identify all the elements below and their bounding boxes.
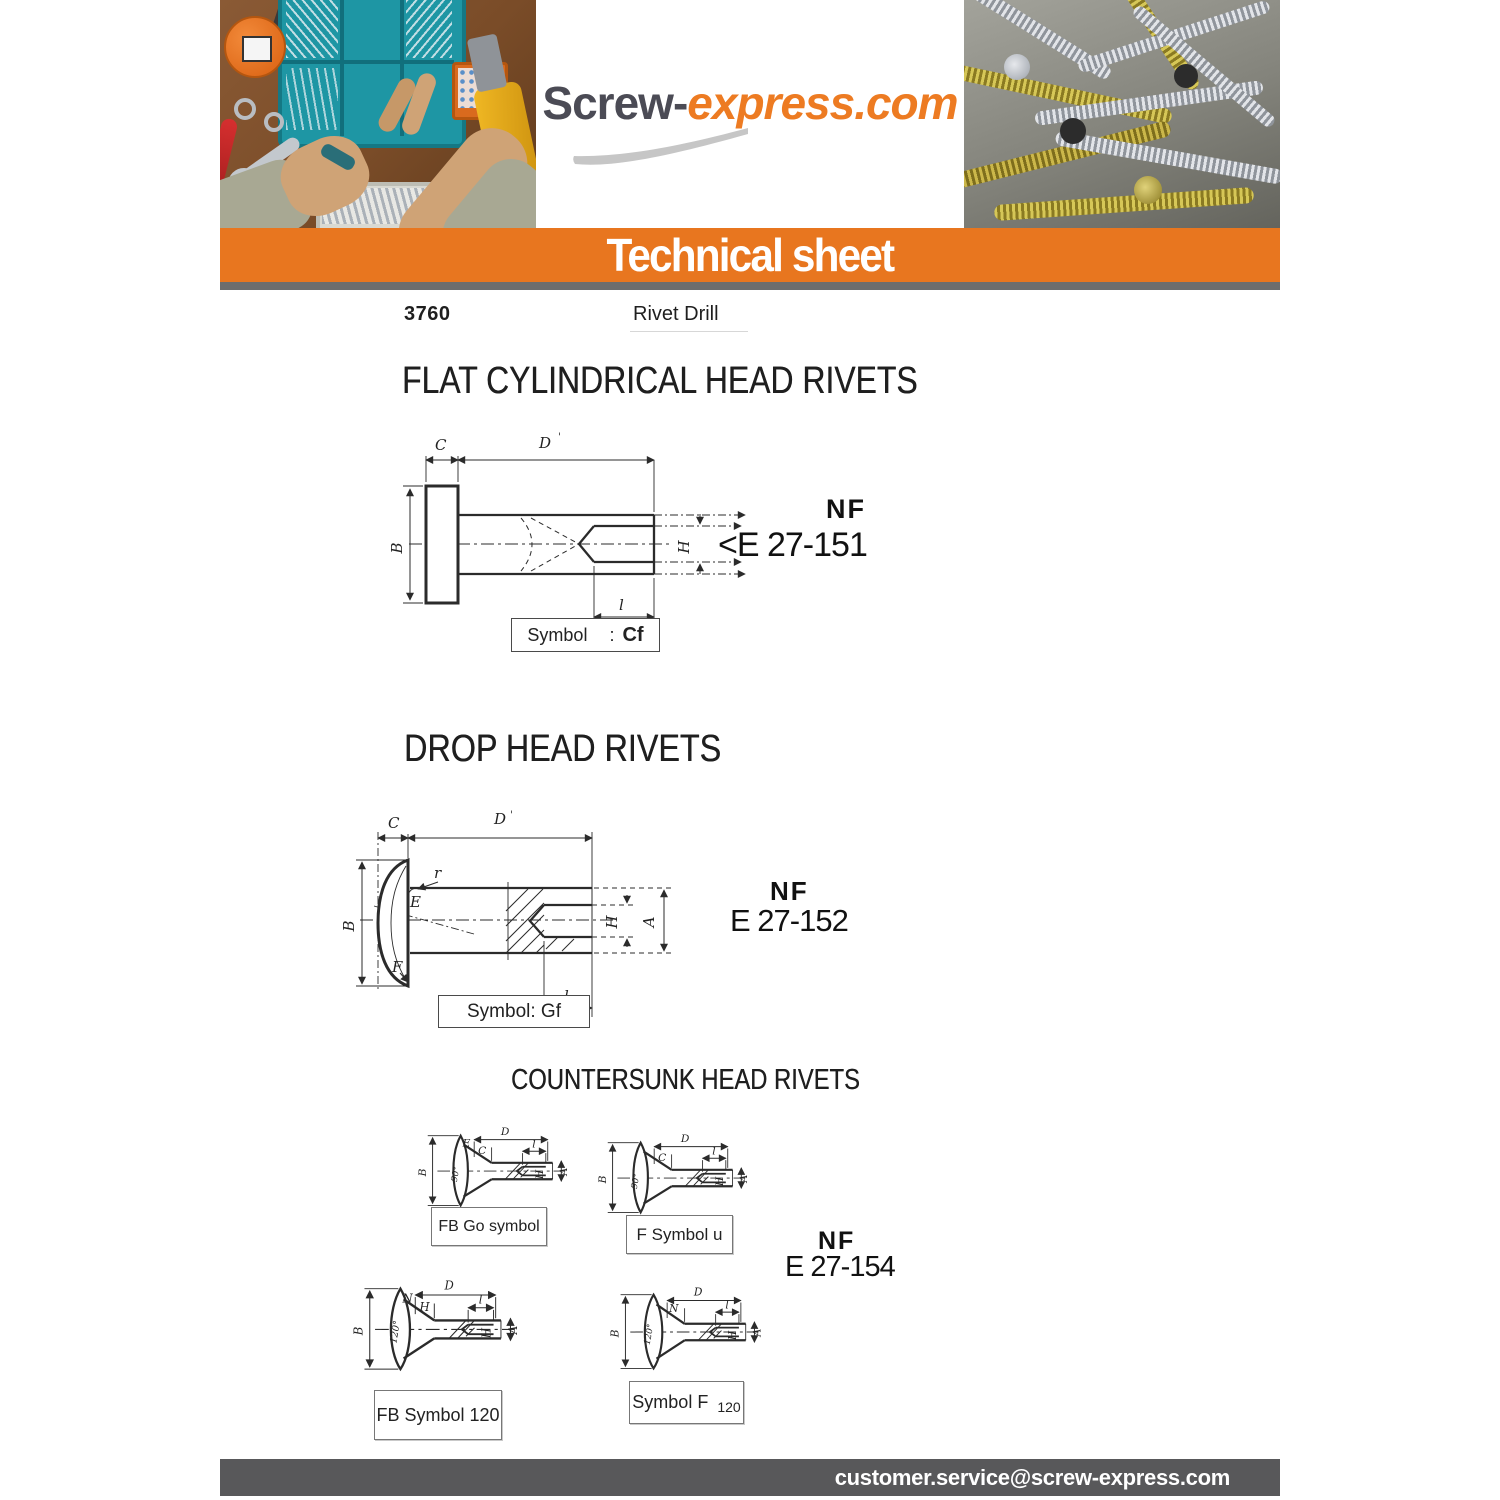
standard-ref-drop: E 27-152 <box>730 903 848 938</box>
dim-label-h: H <box>603 915 621 929</box>
standard-org-flat: NF <box>826 494 866 524</box>
dim-label-angle: 120° <box>642 1323 657 1346</box>
dim-label-a: A <box>640 916 658 928</box>
dim-label-b: B <box>415 1168 429 1177</box>
washer <box>234 98 256 120</box>
footer-bar <box>220 1459 1280 1496</box>
banner <box>220 228 1280 282</box>
drop-head-rivet-drawing <box>340 810 686 1025</box>
standard-org-countersunk: NF <box>818 1227 856 1255</box>
dim-label-f: F <box>392 958 403 976</box>
dim-label-l: l <box>532 1137 536 1151</box>
dim-label-angle: 120° <box>388 1319 404 1345</box>
variant-label: FB Symbol 120 <box>376 1404 500 1425</box>
dim-label-c: C <box>658 1151 667 1165</box>
dim-label-d: D <box>444 1278 454 1293</box>
dim-label-d: D <box>500 1124 510 1138</box>
dim-label-a: A <box>737 1174 751 1183</box>
logo-text-screw: Screw- <box>542 77 688 129</box>
dim-label-a: A <box>750 1328 764 1337</box>
dim-label-angle: 90° <box>629 1172 643 1190</box>
variant-label-box-f-u <box>626 1215 733 1254</box>
symbol-box-flat <box>511 618 660 652</box>
symbol-box-drop <box>438 995 590 1028</box>
dim-label-l: l <box>712 1144 716 1158</box>
symbol-text: Symbol: Gf <box>467 1000 561 1022</box>
logo-swoosh <box>572 126 752 171</box>
symbol-label: Symbol <box>527 624 588 645</box>
washer <box>264 112 284 132</box>
dim-label-m: H <box>419 1299 430 1314</box>
countersunk-rivet-drawing-f-120 <box>608 1285 764 1382</box>
dim-label-b: B <box>608 1329 622 1338</box>
dim-label-n: N <box>402 1291 413 1306</box>
dim-label-e: E <box>410 893 421 911</box>
customer-service-email: customer.service@screw-express.com <box>834 1464 1230 1490</box>
countersunk-rivet-drawing-fb-120 <box>351 1278 520 1384</box>
product-name: Rivet Drill <box>633 303 719 325</box>
dim-label-n: N <box>669 1302 679 1316</box>
section-title-flat: FLAT CYLINDRICAL HEAD RIVETS <box>402 360 918 402</box>
dim-label-l: l <box>619 596 624 614</box>
banner-title: Technical sheet <box>606 229 894 281</box>
dim-label-a: A <box>505 1325 520 1335</box>
header-divider <box>220 282 1280 290</box>
dim-label-c: C <box>388 814 400 832</box>
meta-underline <box>630 331 748 332</box>
dim-label-c: C <box>478 1144 487 1158</box>
screw-head <box>1060 118 1086 144</box>
screw-bar <box>994 187 1254 221</box>
variant-label: Symbol F <box>632 1392 709 1412</box>
dim-label-h: H <box>532 1169 546 1180</box>
dim-label-d: D <box>494 810 507 828</box>
symbol-value: Cf <box>622 623 644 646</box>
dim-label-h: H <box>726 1330 740 1341</box>
standard-ref-flat: <E 27-151 <box>718 526 867 564</box>
screw-head <box>1174 64 1198 88</box>
dim-label-d: D <box>680 1131 690 1145</box>
dim-label-l: l <box>725 1298 729 1312</box>
dim-label-h: H <box>712 1176 726 1187</box>
screw-pile-photo <box>964 0 1280 228</box>
variant-label: F Symbol u <box>636 1224 723 1244</box>
workbench-photo <box>220 0 536 228</box>
screw-head <box>1134 176 1162 204</box>
logo-text-express: express.com <box>687 77 958 129</box>
dim-label-b: B <box>388 542 406 554</box>
dim-label-a: A <box>557 1167 571 1176</box>
dim-label-h: H <box>479 1328 494 1339</box>
dim-label-b: B <box>351 1326 366 1336</box>
tape-measure <box>224 16 286 78</box>
screw-bar <box>1054 130 1280 185</box>
section-title-drop: DROP HEAD RIVETS <box>404 728 722 770</box>
dim-label-c: C <box>435 436 447 454</box>
standard-org-drop: NF <box>770 876 809 906</box>
countersunk-rivet-drawing-f-u <box>595 1131 751 1228</box>
dim-label-b: B <box>340 920 358 932</box>
variant-label-box-fb-120 <box>374 1390 502 1440</box>
section-title-countersunk: COUNTERSUNK HEAD RIVETS <box>511 1064 860 1096</box>
variant-label-box-fb-go <box>431 1207 547 1246</box>
logo <box>536 76 964 130</box>
variant-label-box-f-120 <box>629 1381 744 1424</box>
dim-label-d: D <box>539 434 552 452</box>
variant-label: FB Go symbol <box>438 1217 540 1235</box>
product-code: 3760 <box>404 303 451 325</box>
dim-label-angle: 90° <box>449 1165 463 1183</box>
screw-organizer-box <box>278 0 466 148</box>
variant-label-sub: 120 <box>717 1399 741 1415</box>
dim-label-d-tick: ' <box>510 810 513 821</box>
dim-label-e: E <box>462 1136 471 1150</box>
symbol-colon: : <box>609 624 615 645</box>
dim-label-b: B <box>595 1175 609 1184</box>
dim-label-h: H <box>675 540 693 554</box>
dim-label-r: r <box>434 864 442 882</box>
dim-label-d-tick: ' <box>558 432 561 443</box>
screw-head <box>1004 54 1030 80</box>
standard-ref-countersunk: E 27-154 <box>785 1251 895 1283</box>
dim-label-d: D <box>693 1285 703 1299</box>
dim-label-l: l <box>478 1292 483 1307</box>
